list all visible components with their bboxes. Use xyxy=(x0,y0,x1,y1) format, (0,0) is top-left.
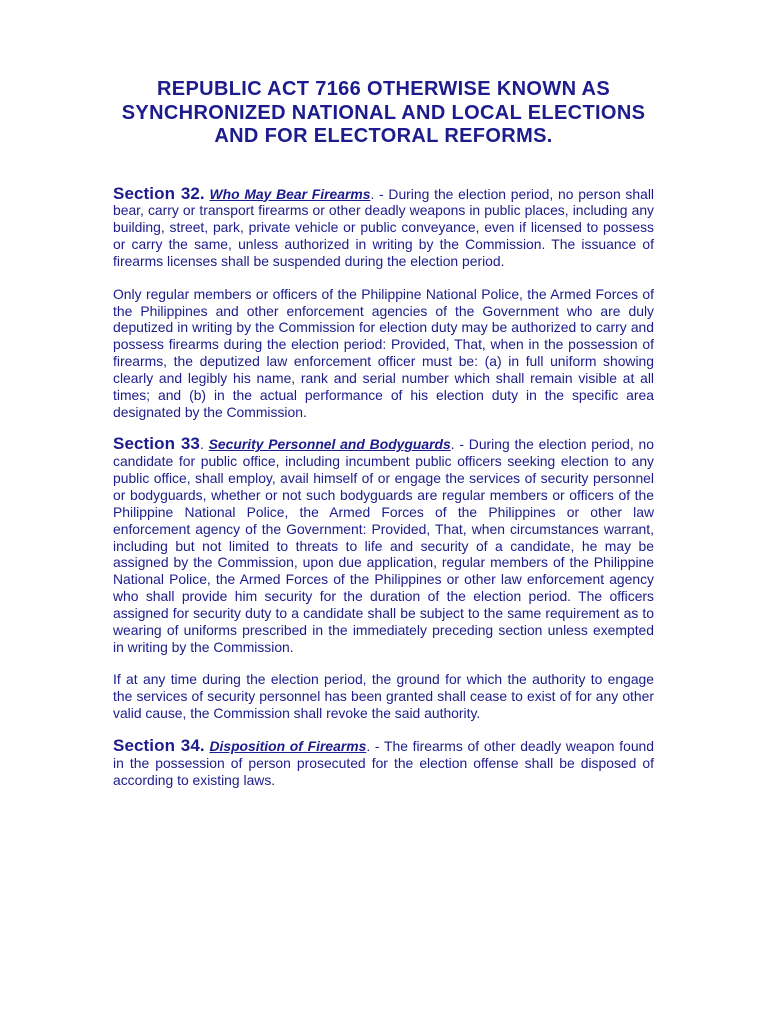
section-33-heading: Section 33 xyxy=(113,434,200,454)
section-33-paragraph: Section 33. Security Personnel and Bodyguards. - During the election period, no candidate for public office, including incumbent public officers seeking election to any public office, shall employ, avail himself of or engage the services of security personnel or bodyguards, whether or not such bodyguards are regular members or officers of the Philippine National Police, the Armed Forces of the Philippines or other law enforcement agency of the Government: Provided, That, when circumstances warrant, including but not limited to threats to life and security of a candidate, he may be assigned by the Commission, upon due application, regular members of the Philippine National Police, the Armed Forces of the Philippines or other law enforcement agency who shall provide him security for the duration of the election period. The officers assigned for security duty to a candidate shall be subject to the same requirement as to wearing of uniforms prescribed in the immediately preceding section unless exempted in writing by the Commission. xyxy=(113,434,654,655)
section-34-paragraph xyxy=(113,735,655,789)
spacer xyxy=(113,655,654,671)
document-title: REPUBLIC ACT 7166 OTHERWISE KNOWN AS SYNCHRONIZED NATIONAL AND LOCAL ELECTIONS AND FOR ELECTORAL REFORMS. xyxy=(121,78,646,147)
section-33-title: Security Personnel and Bodyguards xyxy=(208,436,451,453)
spacer xyxy=(113,149,654,186)
spacer xyxy=(113,270,654,286)
document-body xyxy=(113,0,654,789)
section-32-text: . - During the election period, no person shall bear, carry or transport firearms or other deadly weapons in public places, including any building, street, park, private vehicle or public conveyance, even if licensed to possess or carry the same, unless authorized in writing by the Commission. The issuance of firearms licenses shall be suspended during the election period. xyxy=(113,185,654,269)
section-33-text: . - During the election period, no candidate for public office, including incumbent public officers seeking election to any public office, shall employ, avail himself of or engage the services of security personnel or bodyguards, whether or not such bodyguards are regular members or officers of the Philippine National Police, the Armed Forces of the Philippines or other law enforcement agency of the Government: Provided, That, when circumstances warrant, including but not limited to threats to life and security of a candidate, he may be assigned by the Commission, upon due application, regular members of the Philippine National Police, the Armed Forces of the Philippines or other law enforcement agency who shall provide him security for the duration of the election period. The officers assigned for security duty to a candidate shall be subject to the same requirement as to wearing of uniforms prescribed in the immediately preceding section unless exempted in writing by the Commission. xyxy=(113,436,654,655)
section-34-heading: Section 34. xyxy=(113,735,205,755)
section-32-paragraph xyxy=(113,183,654,270)
section-32-heading: Section 32. xyxy=(113,183,205,203)
section-33-paragraph-2: If at any time during the election period, the ground for which the authority to engage the services of security personnel has been granted shall cease to exist of for any other valid cause, the Commission shall revoke the said authority. xyxy=(113,671,654,722)
section-34-text: . - The firearms of other deadly weapon found in the possession of person prosecuted for the election offense shall be disposed of according to existing laws. xyxy=(113,737,655,788)
section-32-paragraph-2: Only regular members or officers of the Philippine National Police, the Armed Forces of the Philippines and other enforcement agencies of the Government who are duly deputized in writing by the Commission for election duty may be authorized to carry and possess firearms during the election period: Provided, That, when in the possession of firearms, the deputized law enforcement officer must be: (a) in full uniform showing clearly and legibly his name, rank and serial number which shall remain visible at all times; and (b) in the actual performance of his election duty in the specific area designated by the Commission. xyxy=(113,285,654,420)
section-32-title: Who May Bear Firearms xyxy=(209,185,371,202)
section-34-title: Disposition of Firearms xyxy=(209,737,367,754)
